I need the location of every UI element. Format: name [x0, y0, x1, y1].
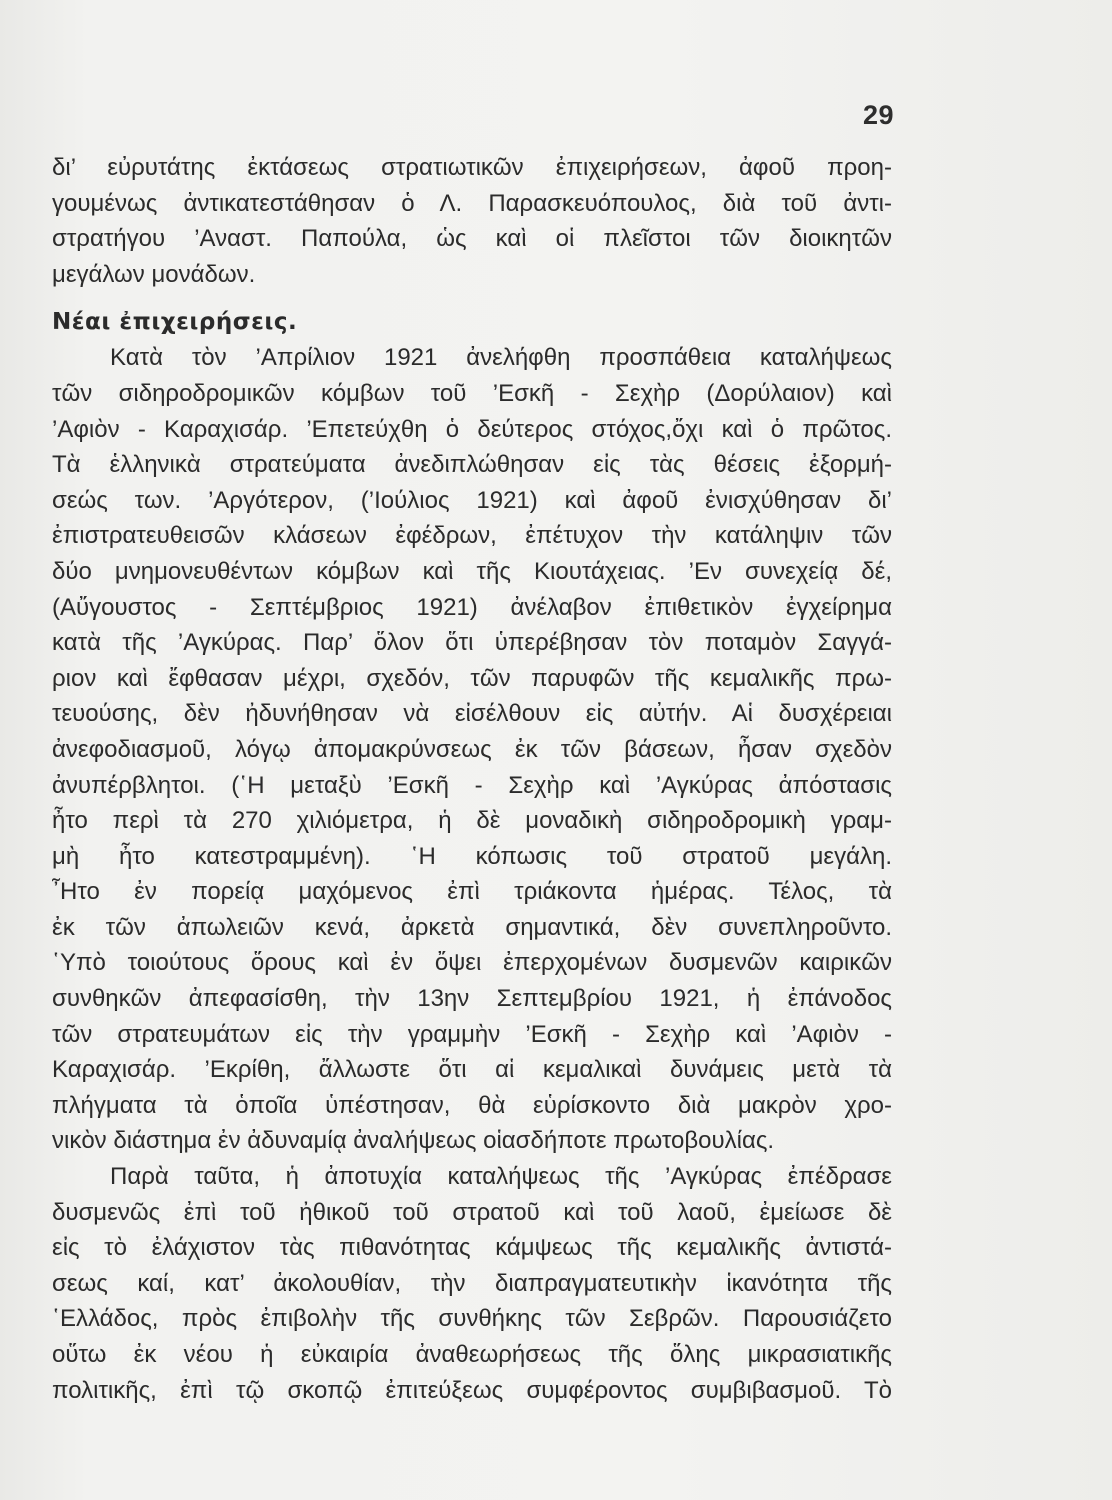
text-line: κατὰ τῆς ’Αγκύρας. Παρ’ ὅλον ὅτι ὑπερέβησαν τὸν ποταμὸν Σαγγά-	[52, 629, 892, 657]
text-line: εἰς τὸ ἐλάχιστον τὰς πιθανότητας κάμψεως τῆς κεμαλικῆς ἀντιστά-	[52, 1234, 892, 1262]
text-line: τῶν στρατευμάτων εἰς τὴν γραμμὴν ’Εσκῆ - Σεχὴρ καὶ ’Αφιὸν -	[52, 1020, 892, 1048]
text-line: πλήγματα τὰ ὁποῖα ὑπέστησαν, θὰ εὑρίσκοντο διὰ μακρὸν χρο-	[52, 1091, 892, 1119]
paragraph-2	[52, 340, 892, 1159]
text-line: μεγάλων μονάδων.	[52, 260, 256, 288]
text-line: τῶν σιδηροδρομικῶν κόμβων τοῦ ’Εσκῆ - Σεχὴρ (Δορύλαιον) καὶ	[52, 379, 892, 407]
text-line: δι’ εὐρυτάτης ἐκτάσεως στρατιωτικῶν ἐπιχειρήσεων, ἀφοῦ προη-	[52, 154, 892, 181]
text-line: συνθηκῶν ἀπεφασίσθη, τὴν 13ην Σεπτεμβρίου 1921, ἡ ἐπάνοδος	[52, 985, 892, 1013]
text-line: δυσμενῶς ἐπὶ τοῦ ἠθικοῦ τοῦ στρατοῦ καὶ τοῦ λαοῦ, ἐμείωσε δὲ	[52, 1198, 892, 1226]
text-line: μὴ ἦτο κατεστραμμένη). ῾Η κόπωσις τοῦ στρατοῦ μεγάλη.	[52, 842, 892, 870]
paragraph-3	[52, 1159, 892, 1408]
text-line: ἦτο περὶ τὰ 270 χιλιόμετρα, ἡ δὲ μοναδικὴ σιδηροδρομικὴ γραμ-	[52, 807, 892, 835]
paragraph-1	[52, 150, 892, 292]
text-line: (Αὔγουστος - Σεπτέμβριος 1921) ἀνέλαβον ἐπιθετικὸν ἐγχείρημα	[52, 593, 892, 621]
text-line: ῾Ελλάδος, πρὸς ἐπιβολὴν τῆς συνθήκης τῶν Σεβρῶν. Παρουσιάζετο	[52, 1305, 892, 1333]
text-line: ἀνυπέρβλητοι. (῾Η μεταξὺ ’Εσκῆ - Σεχὴρ καὶ ’Αγκύρας ἀπόστασις	[52, 771, 892, 799]
text-line: σεώς των. ’Αργότερον, (’Ιούλιος 1921) καὶ ἀφοῦ ἐνισχύθησαν δι’	[52, 486, 892, 514]
text-line: ἐπιστρατευθεισῶν κλάσεων ἐφέδρων, ἐπέτυχον τὴν κατάληψιν τῶν	[52, 522, 892, 550]
text-line: Κατὰ τὸν ’Απρίλιον 1921 ἀνελήφθη προσπάθεια καταλήψεως	[110, 344, 892, 372]
text-line: ῏Ητο ἐν πορείᾳ μαχόμενος ἐπὶ τριάκοντα ἡμέρας. Τέλος, τὰ	[52, 878, 892, 906]
body-text	[52, 150, 892, 1408]
text-line: Παρὰ ταῦτα, ἡ ἀποτυχία καταλήψεως τῆς ’Αγκύρας ἐπέδρασε	[110, 1163, 892, 1191]
text-line: τευούσης, δὲν ἠδυνήθησαν νὰ εἰσέλθουν εἰς αὐτήν. Αἱ δυσχέρειαι	[52, 700, 892, 728]
text-line: ’Αφιὸν - Καραχισάρ. ’Επετεύχθη ὁ δεύτερος στόχος,ὄχι καὶ ὁ πρῶτος.	[52, 415, 892, 443]
text-line: ἐκ τῶν ἀπωλειῶν κενά, ἀρκετὰ σημαντικά, δὲν συνεπληροῦντο.	[52, 913, 892, 941]
page-number: 29	[862, 100, 894, 130]
text-line: ἀνεφοδιασμοῦ, λόγῳ ἀπομακρύνσεως ἐκ τῶν βάσεων, ἦσαν σχεδὸν	[52, 735, 892, 763]
text-line: ριον καὶ ἔφθασαν μέχρι, σχεδόν, τῶν παρυφῶν τῆς κεμαλικῆς πρω-	[52, 664, 892, 692]
text-line: στρατήγου ’Αναστ. Παπούλα, ὡς καὶ οἱ πλεῖστοι τῶν διοικητῶν	[52, 225, 892, 253]
text-line: πολιτικῆς, ἐπὶ τῷ σκοπῷ ἐπιτεύξεως συμφέροντος συμβιβασμοῦ. Τὸ	[52, 1376, 892, 1404]
text-line: οὕτω ἐκ νέου ἡ εὐκαιρία ἀναθεωρήσεως τῆς ὅλης μικρασιατικῆς	[52, 1341, 892, 1368]
text-line: Καραχισάρ. ’Εκρίθη, ἄλλωστε ὅτι αἱ κεμαλικαὶ δυνάμεις μετὰ τὰ	[52, 1056, 892, 1084]
text-line: σεως καί, κατ’ ἀκολουθίαν, τὴν διαπραγματευτικὴν ἱκανότητα τῆς	[52, 1269, 892, 1297]
text-line: ῾Υπὸ τοιούτους ὅρους καὶ ἐν ὄψει ἐπερχομένων δυσμενῶν καιρικῶν	[52, 949, 892, 977]
text-line: νικὸν διάστημα ἐν ἀδυναμίᾳ ἀναλήψεως οἱασδήποτε πρωτοβουλίας.	[52, 1127, 775, 1155]
text-line: γουμένως ἀντικατεστάθησαν ὁ Λ. Παρασκευόπουλος, διὰ τοῦ ἀντι-	[52, 189, 892, 217]
text-line: Τὰ ἑλληνικὰ στρατεύματα ἀνεδιπλώθησαν εἰς τὰς θέσεις ἐξορμή-	[52, 451, 892, 479]
section-heading: Νέαι ἐπιχειρήσεις.	[52, 309, 298, 336]
text-line: δύο μνημονευθέντων κόμβων καὶ τῆς Κιουτάχειας. ’Εν συνεχείᾳ δέ,	[52, 557, 892, 585]
